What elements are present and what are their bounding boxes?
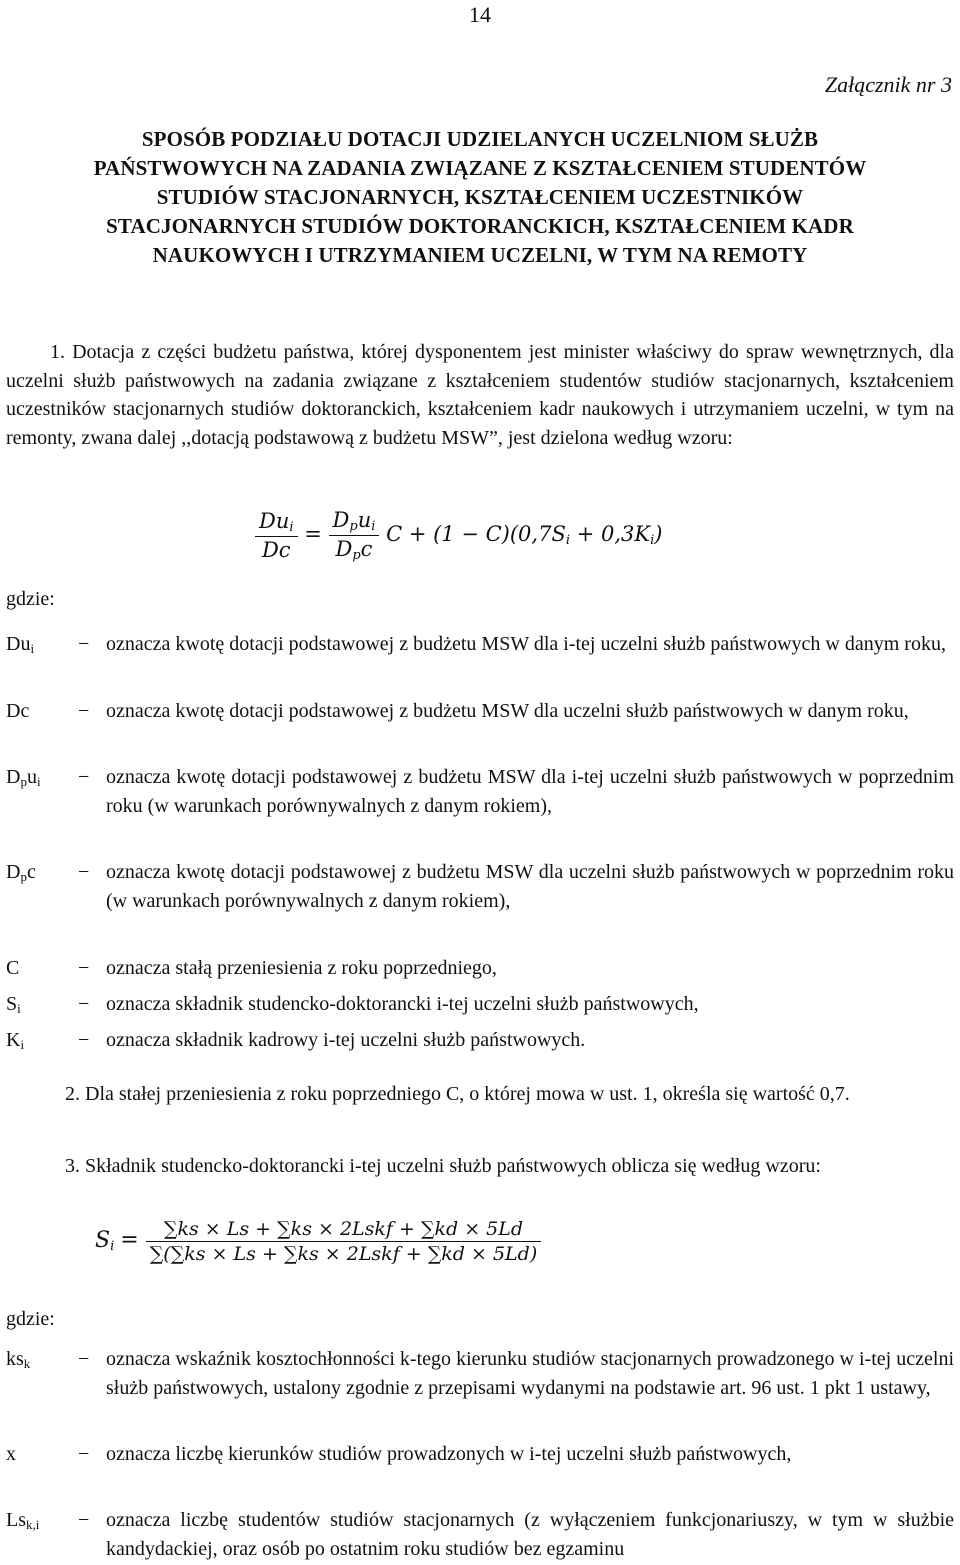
formula-2-numerator: ∑ks × Ls + ∑ks × 2Lskf + ∑kd × 5Ld [146,1218,542,1242]
definition-text: oznacza kwotę dotacji podstawowej z budżetu MSW dla i-tej uczelni służb państwowych w danym roku, [106,633,946,655]
definition-k: $K_i$ − oznacza składnik kadrowy i-tej uczelni służb państwowych. [6,1026,954,1055]
paragraph-2-text: 2. Dla stałej przeniesienia z roku poprzedniego C, o której mowa w ust. 1, określa się wartość 0,7. [65,1083,850,1105]
rhs-denominator: D [335,537,353,561]
definition-x: x − oznacza liczbę kierunków studiów prowadzonych w i-tej uczelni służb państwowych, [6,1440,954,1469]
title-line: STACJONARNYCH STUDIÓW DOKTORANCKICH, KSZTAŁCENIEM KADR [106,214,854,238]
title-line: PAŃSTWOWYCH NA ZADANIA ZWIĄZANE Z KSZTAŁCENIEM STUDENTÓW [93,156,867,180]
definition-text: oznacza wskaźnik kosztochłonności k-tego kierunku studiów stacjonarnych prowadzonego w i-tej uczelni służb państwowych, ustalony zgodnie z przepisami wydanymi na podstawie art. 96 ust. 1 pkt 1 ustawy, [106,1348,954,1399]
paragraph-3-text: 3. Składnik studencko-doktorancki i-tej uczelni służb państwowych oblicza się według wzoru: [65,1155,821,1177]
definition-s: $S_i$ − oznacza składnik studencko-doktorancki i-tej uczelni służb państwowych, [6,990,954,1019]
title-line: NAUKOWYCH I UTRZYMANIEM UCZELNI, W TYM NA REMOTY [152,243,808,267]
definition-dc: Dc − oznacza kwotę dotacji podstawowej z budżetu MSW dla uczelni służb państwowych w danym roku, [6,697,954,726]
definition-text: oznacza składnik kadrowy i-tej uczelni służb państwowych. [106,1029,586,1051]
definition-text: oznacza liczbę kierunków studiów prowadzonych w i-tej uczelni służb państwowych, [106,1443,792,1465]
document-title [6,125,954,270]
annex-label: Załącznik nr 3 [824,72,952,97]
lhs-denominator: Dc [261,538,291,562]
definition-text: oznacza kwotę dotacji podstawowej z budżetu MSW dla uczelni służb państwowych w danym roku, [106,700,909,722]
where-label-1: gdzie: [6,588,55,610]
paragraph-1-text: 1. Dotacja z części budżetu państwa, której dysponentem jest minister właściwy do spraw wewnętrznych, dla uczelni służb państwowych na zadania związane z kształceniem studentów studiów stacjonarnych, kształceniem uczestników stacjonarnych studiów doktoranckich, kształceniem kadr naukowych i utrzymaniem uczelni, w tym na remonty, zwana dalej ,,dotacją podstawową z budżetu MSW”, jest dzielona według wzoru: [6,341,954,449]
where-label-2: gdzie: [6,1308,55,1330]
definition-text: oznacza stałą przeniesienia z roku poprzedniego, [106,957,497,979]
definition-dpc: $D_pc$ − oznacza kwotę dotacji podstawowej z budżetu MSW dla uczelni służb państwowych w poprzednim roku (w warunkach porównywalnych z danym rokiem), [6,858,954,916]
paragraph-1 [6,338,954,452]
formula-1-rest: $C + (1 - C)(0,7S_i + 0,3K_i)$ [386,522,663,548]
formula-2-lhs: $S_i$ [95,1227,115,1254]
paragraph-2 [6,1080,954,1109]
rhs-numerator: D [332,508,350,532]
formula-2: $S_i$ = $\frac{\text{∑ks × Ls + ∑ks × 2Lskf + ∑kd × 5Ld}}{\text{∑(∑ks × Ls + ∑ks × 2Lskf + ∑kd × 5Ld)}}$ [95,1218,541,1265]
formula-1: $\frac{Du_i}{Dc}$ = $\frac{D_pu_i}{D_pc}$ $C + (1 - C)(0,7S_i + 0,3K_i)$ [255,508,662,563]
definition-c: C − oznacza stałą przeniesienia z roku poprzedniego, [6,954,954,983]
definition-text: oznacza składnik studencko-doktorancki i-tej uczelni służb państwowych, [106,993,699,1015]
paragraph-3 [6,1152,954,1181]
definition-text: oznacza kwotę dotacji podstawowej z budżetu MSW dla i-tej uczelni służb państwowych w poprzednim roku (w warunkach porównywalnych z danym rokiem), [106,766,954,817]
formula-2-fraction [146,1218,542,1265]
definition-text: oznacza kwotę dotacji podstawowej z budżetu MSW dla uczelni służb państwowych w poprzednim roku (w warunkach porównywalnych z danym rokiem), [106,861,954,912]
definition-ls: $Ls_{k,i}$ − oznacza liczbę studentów studiów stacjonarnych (z wyłączeniem funkcjonariuszy, w tym w służbie kandydackiej, oraz osób po ostatnim roku studiów bez egzaminu [6,1506,954,1564]
formula-1-lhs: $\frac{Du_i}{Dc}$ [255,509,298,562]
definition-text: oznacza liczbę studentów studiów stacjonarnych (z wyłączeniem funkcjonariuszy, w tym w służbie kandydackiej, oraz osób po ostatnim roku studiów bez egzaminu [106,1509,954,1560]
title-line: STUDIÓW STACJONARNYCH, KSZTAŁCENIEM UCZESTNIKÓW [156,185,804,209]
title-line: SPOSÓB PODZIAŁU DOTACJI UDZIELANYCH UCZELNIOM SŁUŻB [141,127,819,151]
formula-1-ratio: $\frac{D_pu_i}{D_pc}$ [329,508,380,563]
page-number: 14 [469,2,491,27]
definition-du: $Du_i$ − oznacza kwotę dotacji podstawowej z budżetu MSW dla i-tej uczelni służb państwowych w danym roku, [6,630,954,659]
formula-2-denominator: ∑(∑ks × Ls + ∑ks × 2Lskf + ∑kd × 5Ld) [149,1243,538,1265]
lhs-numerator: Du [259,509,290,533]
definition-ks: $ks_k$ − oznacza wskaźnik kosztochłonności k-tego kierunku studiów stacjonarnych prowadzonego w i-tej uczelni służb państwowych, ustalony zgodnie z przepisami wydanymi na podstawie art. 96 ust. 1 pkt 1 ustawy, [6,1345,954,1403]
definition-dpu: $D_pu_i$ − oznacza kwotę dotacji podstawowej z budżetu MSW dla i-tej uczelni służb państwowych w poprzednim roku (w warunkach porównywalnych z danym rokiem), [6,763,954,821]
